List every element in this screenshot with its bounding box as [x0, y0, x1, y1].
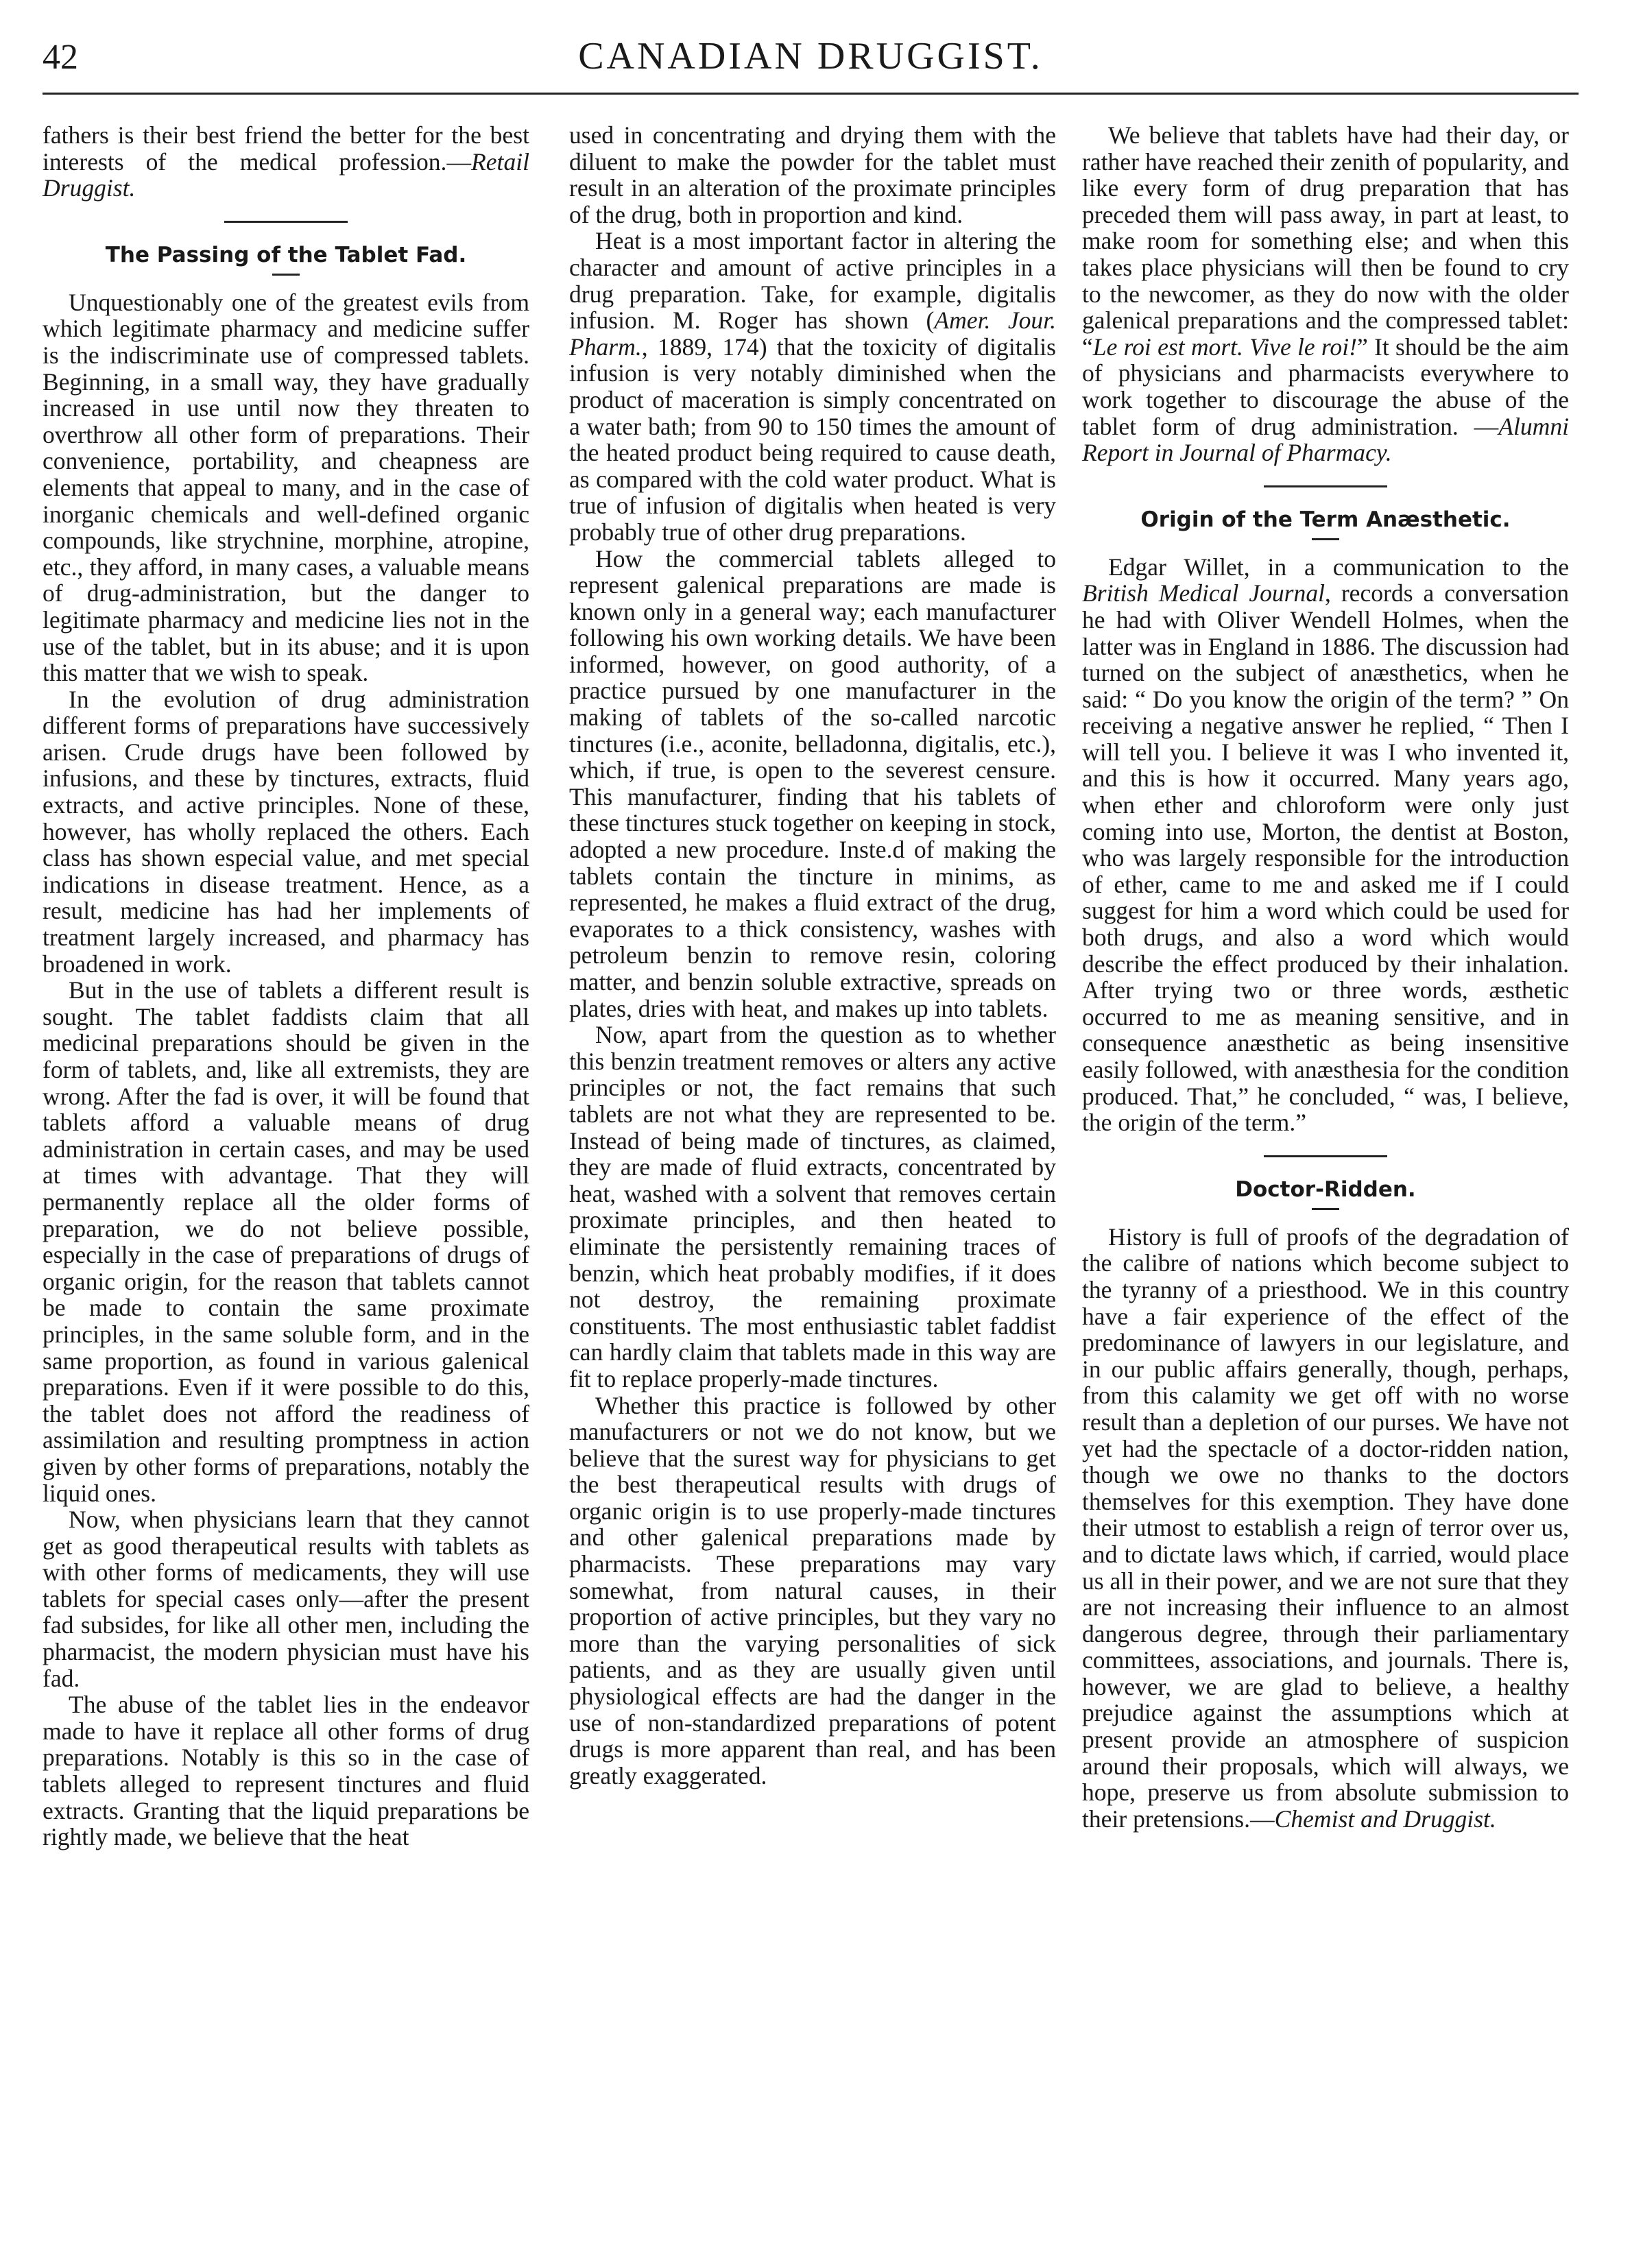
source-credit: Chemist and Druggist. — [1274, 1805, 1496, 1833]
section-heading: Doctor-Ridden. — [1235, 1177, 1416, 1202]
paragraph: used in concentrating and drying them with the diluent to make the powder for the tablet must result in an alteration of the proximate principles of the drug, both in proportion and kind. — [569, 121, 1056, 228]
journal-name: British Medical Journal — [1082, 579, 1325, 607]
column-3 — [1082, 122, 1569, 1832]
paragraph: Now, apart from the question as to whether this benzin treatment removes or alters any active principles or not, the fact remains that such tablets are not what they are represented to be. Instead of being made of tinctures, as claimed, they are made of fluid extracts, concentrated by heat, washed with a solvent that removes certain proximate principles, and then heated to eliminate the persistently remaining traces of benzin, which heat probably modifies, if it does not destroy, the remaining proximate constituents. The most enthusiastic tablet faddist can hardly claim that tablets made in this way are fit to replace properly-made tinctures. — [569, 1021, 1056, 1392]
page-number: 42 — [43, 38, 78, 77]
paragraph: But in the use of tablets a different result is sought. The tablet faddists claim that all medicinal preparations should be given in the form of tablets, and, like all extremists, they are wrong. After the fad is over, it will be found that tablets afford a valuable means of drug administration in certain cases, and may be used at times with advantage. That they will permanently replace all the older forms of preparation, we do not believe possible, especially in the case of preparations of drugs of organic origin, for the reason that tablets cannot be made to contain the same proximate principles, in the same soluble form, and in the same proportion, as found in various galenical preparations. Even if it were possible to do this, the tablet does not afford the readiness of assimilation and resulting promptness in action given by other forms of preparations, notably the liquid ones. — [43, 976, 529, 1507]
source-credit: Retail Druggist. — [43, 147, 529, 202]
column-2 — [569, 122, 1056, 1789]
section-heading: The Passing of the Tablet Fad. — [105, 242, 467, 267]
header-rule — [43, 93, 1579, 95]
journal-title: CANADIAN DRUGGIST. — [578, 35, 1043, 77]
source-credit: Alumni Report in Journal of Pharmacy. — [1082, 412, 1569, 467]
paragraph: We believe that tablets have had their day, or rather have reached their zenith of popularity, and like every form of drug preparation that has preceded them will pass away, in part at least, to make room for something else; and when this takes place physicians will then be found to cry to the newcomer, as they do now with the older galenical preparations and the compressed tablet: “Le roi est mort. Vive le roi!” It should be the aim of physicians and pharmacists everywhere to work together to discourage the abuse of the tablet form of drug administration. —Alumni Report in Journal of Pharmacy. — [1082, 121, 1570, 467]
page-header — [43, 34, 1579, 96]
paragraph: Unquestionably one of the greatest evils from which legitimate pharmacy and medicine suffer is the indiscriminate use of compressed tablets. Beginning, in a small way, they have gradually increased in use until now they threaten to overthrow all other form of preparations. Their convenience, portability, and cheapness are elements that appeal to many, and in the case of inorganic chemicals and well-defined organic compounds, like strychnine, morphine, atropine, etc., they afford, in many cases, a valuable means of drug-administration, but the danger to legitimate pharmacy and medicine lies not in the use of the tablet, but in its abuse; and it is upon this matter that we wish to speak. — [43, 288, 529, 687]
section-divider — [1264, 1155, 1387, 1157]
citation: Amer. Jour. Pharm. — [569, 306, 1056, 361]
heading-dash — [272, 274, 300, 276]
paragraph: fathers is their best friend the better for the best interests of the medical profession.—Retail Druggist. — [43, 121, 529, 202]
section-heading: Origin of the Term Anæsthetic. — [1140, 507, 1511, 532]
quotation: Le roi est mort. Vive le roi! — [1092, 333, 1357, 361]
paragraph: History is full of proofs of the degradation of the calibre of nations which become subject to the tyranny of a priesthood. We in this country have a fair experience of the effect of the predominance of lawyers in our legislature, and in our public affairs generally, though, perhaps, from this calamity we get off with no worse result than a depletion of our purses. We have not yet had the spectacle of a doctor-ridden nation, though we owe no thanks to the doctors themselves for this exemption. They have done their utmost to establish a reign of terror over us, and to dictate laws which, if carried, would place us all in their power, and we are not sure that they are not increasing their influence to an almost dangerous degree, through their parliamentary committees, associations, and journals. There is, however, we are glad to believe, a healthy prejudice against the assumptions which at present provide an atmosphere of suspicion around their proposals, which will always, we hope, preserve us from absolute submission to their pretensions.—Chemist and Druggist. — [1082, 1222, 1569, 1833]
heading-dash — [1312, 1208, 1339, 1210]
section-divider — [1264, 485, 1387, 487]
paragraph: The abuse of the tablet lies in the endeavor made to have it replace all other forms of drug preparations. Notably is this so in the case of tablets alleged to represent tinctures and fluid extracts. Granting that the liquid preparations be rightly made, we believe that the heat — [43, 1691, 529, 1851]
paragraph: In the evolution of drug administration different forms of preparations have successively arisen. Crude drugs have been followed by infusions, and these by tinctures, extracts, fluid extracts, and active principles. None of these, however, has wholly replaced the others. Each class has shown especial value, and met special indications in disease treatment. Hence, as a result, medicine has had her implements of treatment largely increased, and pharmacy has broadened in work. — [43, 685, 529, 978]
heading-dash — [1312, 538, 1339, 540]
paragraph: Heat is a most important factor in altering the character and amount of active principles in a drug preparation. Take, for example, digitalis infusion. M. Roger has shown (Amer. Jour. Pharm., 1889, 174) that the toxicity of digitalis infusion is very notably diminished when the product of maceration is simply concentrated on a water bath; from 90 to 150 times the amount of the heated product being required to cause death, as compared with the cold water product. What is true of infusion of digitalis when heated is very probably true of other drug preparations. — [569, 227, 1056, 546]
paragraph: Edgar Willet, in a communication to the British Medical Journal, records a conversation he had with Oliver Wendell Holmes, when the latter was in England in 1886. The discussion had turned on the subject of anæsthetics, when he said: “ Do you know the origin of the term? ” On receiving a negative answer he replied, “ Then I will tell you. I believe it was I who invented it, and this is how it occurred. Many years ago, when ether and chloroform were only just coming into use, Morton, the dentist at Boston, who was largely responsible for the introduction of ether, came to me and asked me if I could suggest for him a word which could be used for both drugs, and also a word which would describe the effect produced by their inhalation. After trying two or three words, æsthetic occurred to me as meaning sensitive, and in consequence anæsthetic as being insensitive easily followed, with anæsthesia for the condition produced. That,” he concluded, “ was, I believe, the origin of the term.” — [1082, 553, 1569, 1137]
paragraph: How the commercial tablets alleged to represent galenical preparations are made is known only in a general way; each manufacturer following his own working details. We have been informed, however, on good authority, of a practice pursued by one manufacturer in the making of tablets of the so-called narcotic tinctures (i.e., aconite, belladonna, digitalis, etc.), which, if true, is open to the severest censure. This manufacturer, finding that his tablets of these tinctures stuck together on keeping in stock, adopted a new procedure. Inste.d of making the tablets contain the tincture in minims, as represented, he makes a fluid extract of the drug, evaporates to a thick consistency, washes with petroleum benzin to remove resin, coloring matter, and benzin soluble extractive, spreads on plates, dries with heat, and makes up into tablets. — [569, 544, 1056, 1022]
paragraph: Whether this practice is followed by other manufacturers or not we do not know, but we believe that the surest way for physicians to get the best therapeutical results with drugs of organic origin is to use properly-made tinctures and other galenical preparations made by pharmacists. These preparations may vary somewhat, from natural causes, in their proportion of active principles, but they vary no more than the varying personalities of sick patients, and as they are usually given until physiological effects are had the danger in the use of non-standardized preparations of potent drugs is more apparent than real, and has been greatly exaggerated. — [569, 1391, 1056, 1789]
section-divider — [224, 221, 348, 223]
paragraph: Now, when physicians learn that they cannot get as good therapeutical results with tablets as with other forms of medicaments, they will use tablets for special cases only—after the present fad subsides, for like all other men, including the pharmacist, the modern physician must have his fad. — [43, 1506, 529, 1692]
column-1 — [43, 122, 529, 1850]
